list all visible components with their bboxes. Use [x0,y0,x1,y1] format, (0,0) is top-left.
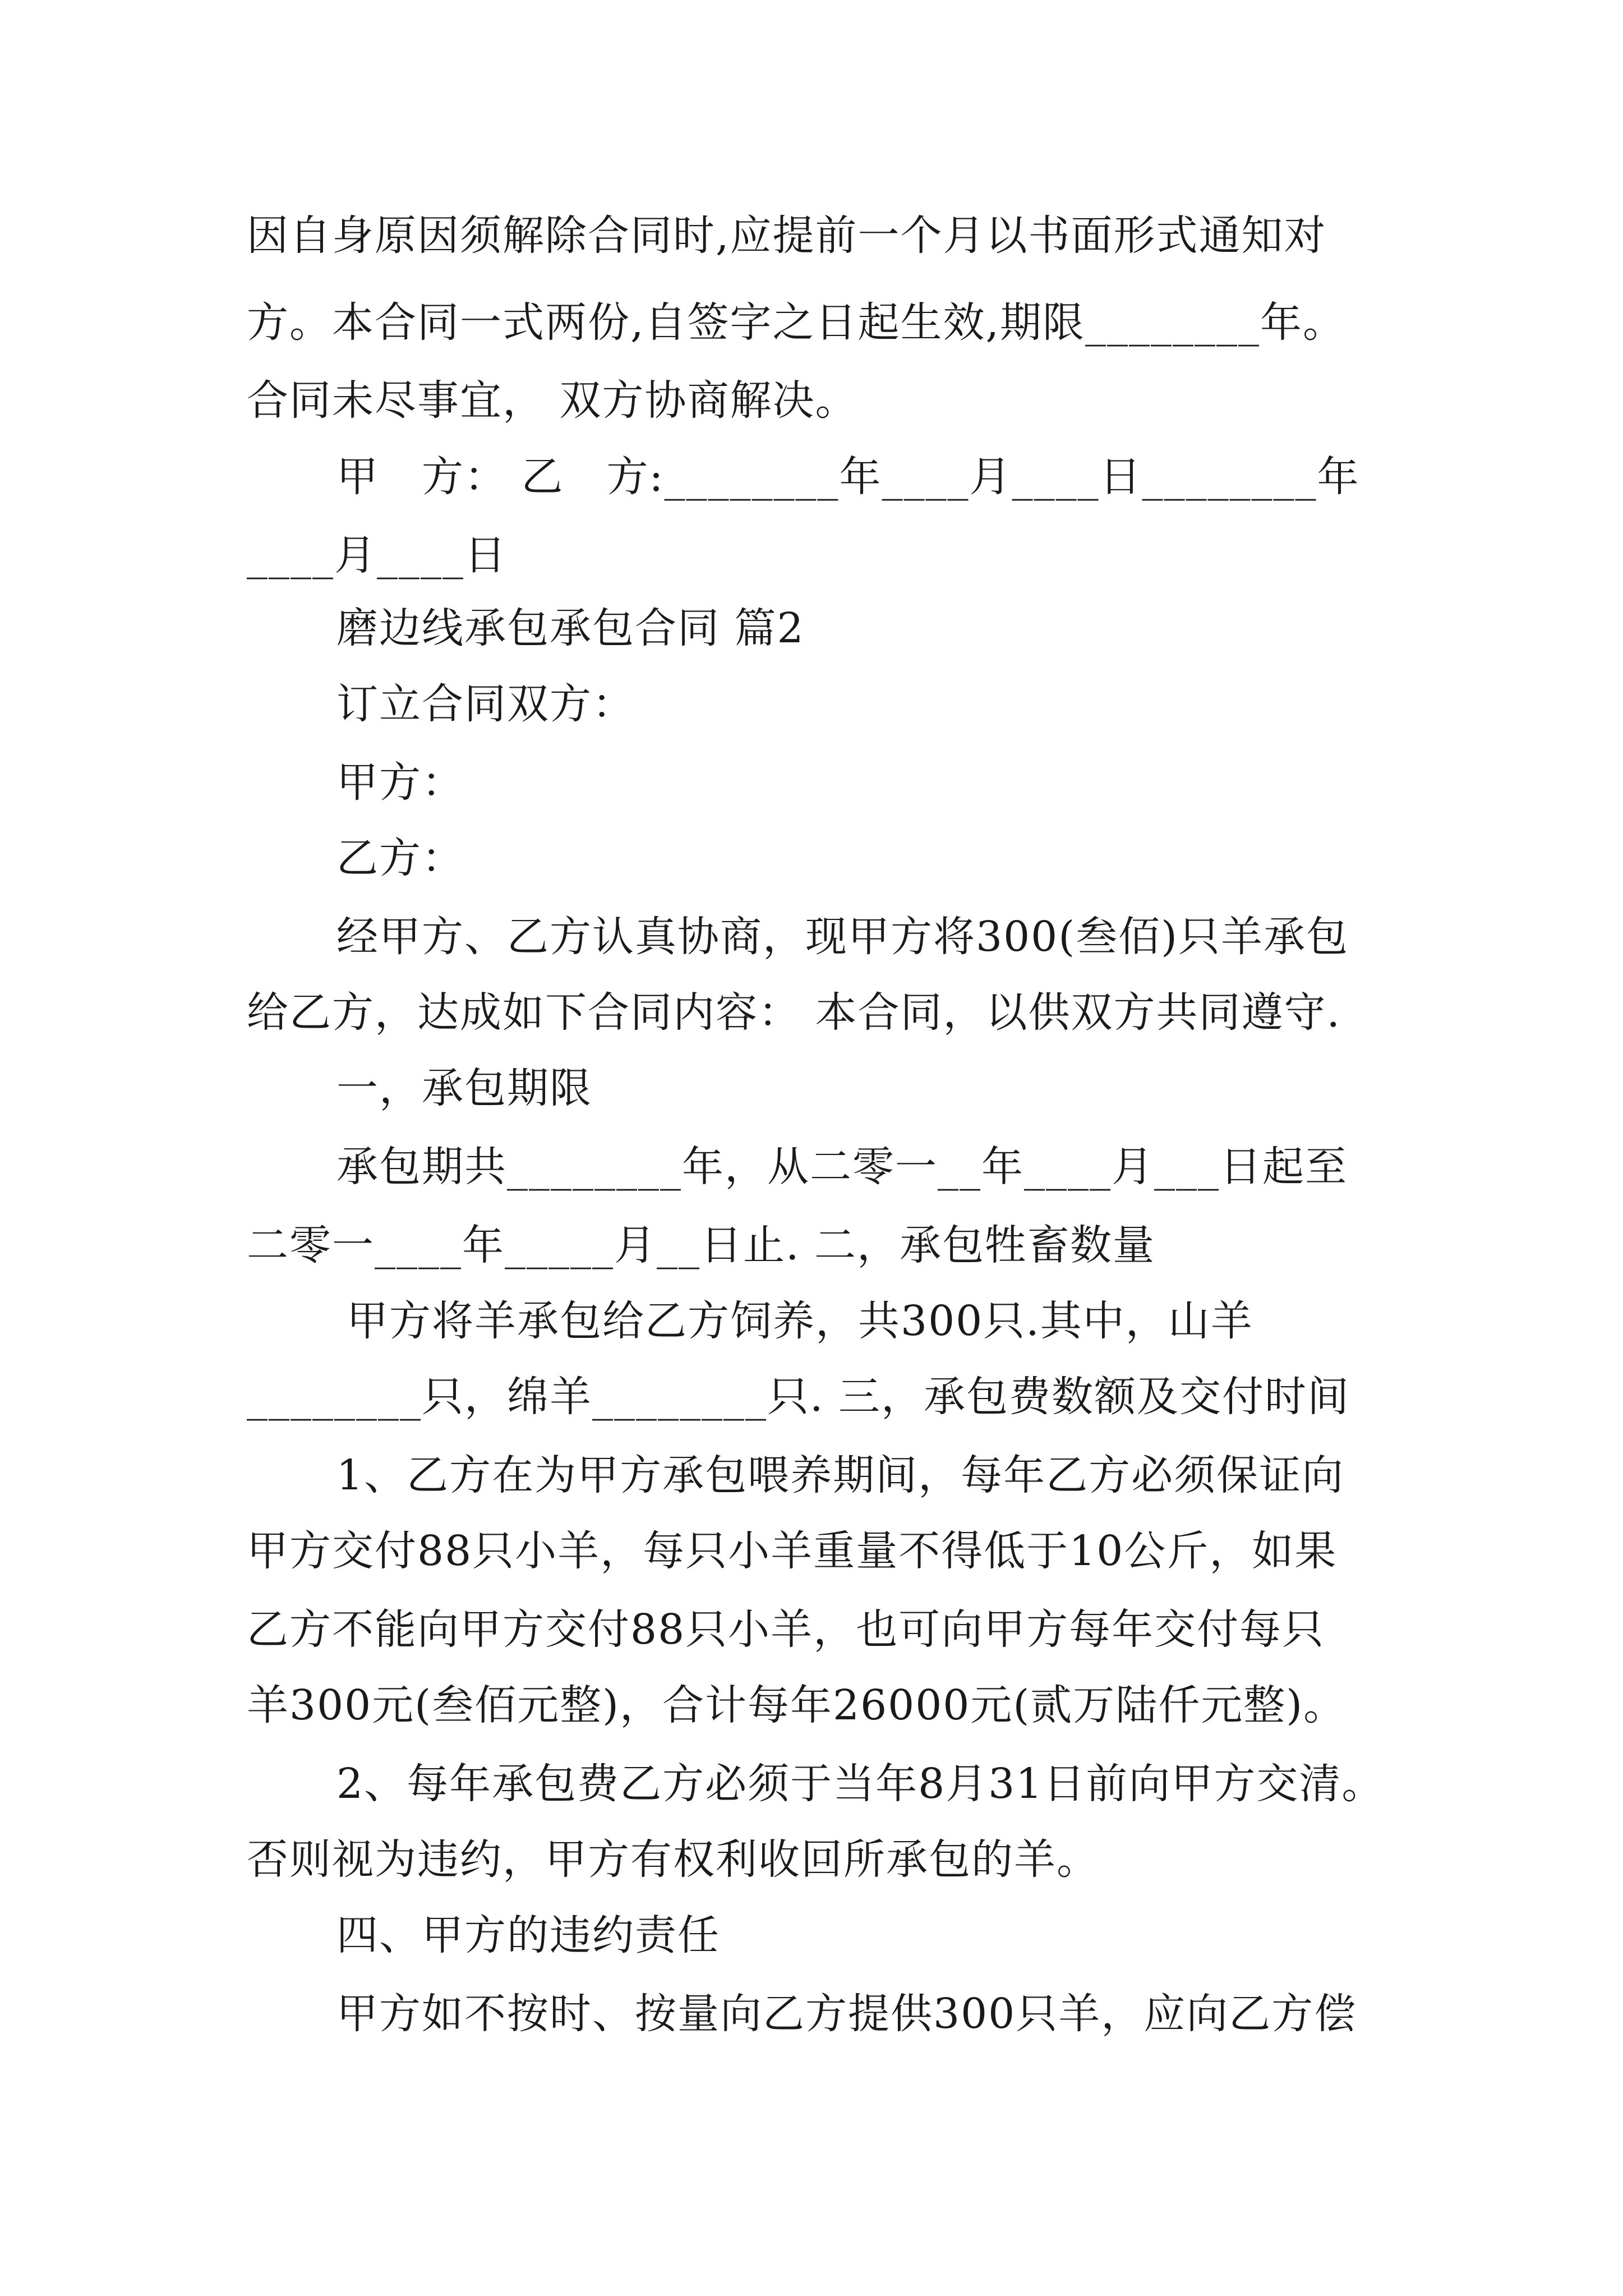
text-line: 否则视为违约，甲方有权利收回所承包的羊。 [247,1835,1099,1884]
party-b-label: 乙方： [336,834,464,882]
text-line: 甲方交付88只小羊，每只小羊重量不得低于10公斤，如果 [247,1527,1338,1575]
signature-date-line: ____月____日 [247,531,507,579]
clause-heading: 一，承包期限 [336,1064,592,1112]
text-line: 经甲方、乙方认真协商，现甲方将300(叁佰)只羊承包 [336,913,1349,961]
text-line: 羊300元(叁佰元整)，合计每年26000元(贰万陆仟元整)。 [247,1681,1347,1729]
text-line: 方。本合同一式两份,自签字之日起生效,期限________年。 [247,298,1346,347]
text-line: 1、乙方在为甲方承包喂养期间，每年乙方必须保证向 [336,1451,1345,1499]
text-line: 给乙方，达成如下合同内容： 本合同，以供双方共同遵守. [247,988,1341,1037]
text-line: 2、每年承包费乙方必须于当年8月31日前向甲方交清。 [336,1760,1385,1808]
clause-heading: 四、甲方的违约责任 [336,1911,720,1959]
text-line: 甲方将羊承包给乙方饲养，共300只.其中，山羊 [347,1297,1253,1345]
text-line: 订立合同双方： [336,680,635,728]
text-line: 合同未尽事宜， 双方协商解决。 [247,376,858,425]
text-line: 因自身原因须解除合同时,应提前一个月以书面形式通知对 [247,211,1327,260]
text-line: 乙方不能向甲方交付88只小羊，也可向甲方每年交付每只 [247,1605,1325,1654]
party-a-label: 甲方： [336,758,464,807]
text-line: ________只，绵羊________只. 三，承包费数额及交付时间 [247,1373,1350,1421]
text-line: 甲方如不按时、按量向乙方提供300只羊，应向乙方偿 [336,1990,1357,2038]
section-title: 磨边线承包承包合同 篇2 [336,604,805,652]
text-line: 二零一____年_____月__日止. 二，承包牲畜数量 [247,1221,1156,1269]
text-line: 承包期共________年，从二零一__年____月___日起至 [336,1143,1348,1191]
signature-line: 甲 方： 乙 方:________年____月____日________年 [336,453,1360,501]
